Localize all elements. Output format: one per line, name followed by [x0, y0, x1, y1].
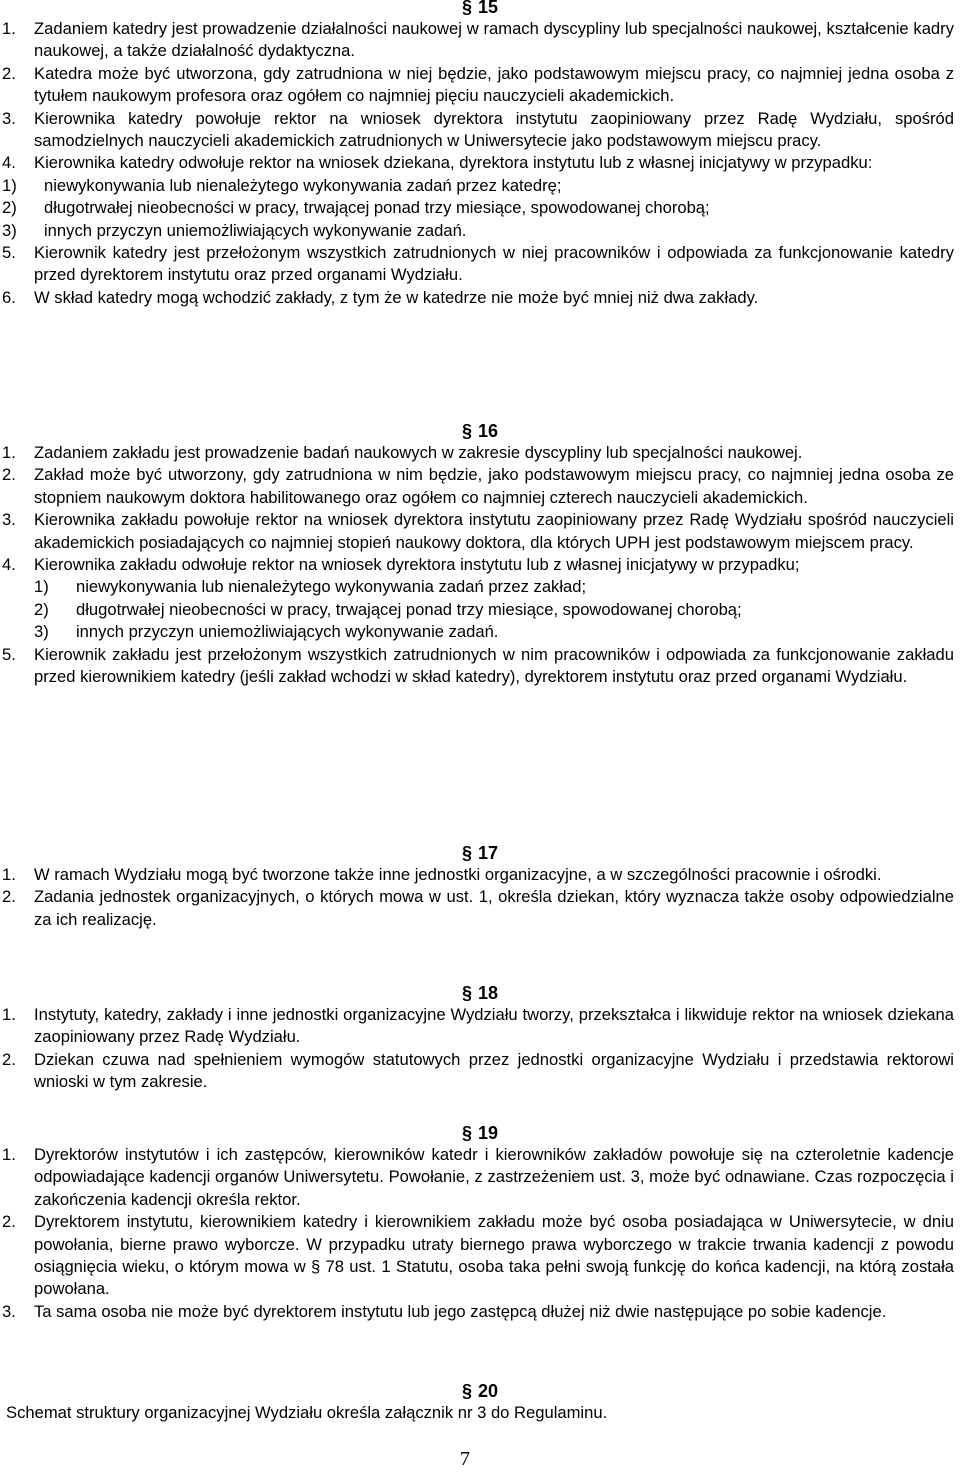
list-item: 1. Zadaniem zakładu jest prowadzenie badań naukowych w zakresie dyscypliny lub specjalności naukowej. [2, 443, 803, 462]
section-15 [0, 0, 960, 309]
sub-item: 1) niewykonywania lub nienależytego wykonywania zadań przez katedrę; [2, 175, 562, 195]
list-item: 5. Kierownik zakładu jest przełożonym wszystkich zatrudnionych w nim pracowników i odpowiada za funkcjonowanie zakładu przed kierownikiem katedry (jeśli zakład wchodzi w skład katedry), dyrektorem instytutu oraz przed organami Wydziału. [2, 644, 954, 687]
list-item: 4. Kierownika katedry odwołuje rektor na wniosek dziekana, dyrektora instytutu lub z własnej inicjatywy w przypadku: 1) niewykonywania lub nienależytego wykonywania zadań przez katedrę; 2) długotrwałej nieobecności w pracy, trwającej ponad trzy miesiące, spowodowanej chorobą; 3) innych przyczyn uniemożliwiających wykonywanie zadań. [2, 152, 954, 242]
list-item: 2. Katedra może być utworzona, gdy zatrudniona w niej będzie, jako podstawowym miejscu pracy, co najmniej jedna osoba z tytułem naukowym profesora oraz ogółem co najmniej pięciu nauczycieli akademickich. [2, 63, 954, 106]
section-20 [0, 1380, 960, 1424]
section-sign: § [461, 983, 472, 1003]
list-item: 1. W ramach Wydziału mogą być tworzone także inne jednostki organizacyjne, a w szczególności pracownie i ośrodki. [2, 865, 882, 884]
section-number: 17 [477, 843, 499, 863]
list-item: 4. Kierownika zakładu odwołuje rektor na wniosek dyrektora instytutu lub z własnej inicjatywy w przypadku; 1) niewykonywania lub nienależytego wykonywania zadań przez zakład; 2) długotrwałej nieobecności w pracy, trwającej ponad trzy miesiące, spowodowanej chorobą; 3) innych przyczyn uniemożliwiających wykonywanie zadań. [2, 554, 954, 644]
section-sign: § [461, 421, 472, 441]
section-heading [0, 1122, 960, 1144]
section-heading [0, 1380, 960, 1402]
section-number: 20 [477, 1381, 499, 1401]
sub-item: 3) innych przyczyn uniemożliwiających wykonywanie zadań. [2, 220, 467, 240]
page-number: 7 [460, 1448, 470, 1470]
list-item: 2. Zakład może być utworzony, gdy zatrudniona w nim będzie, jako podstawowym miejscu pracy, co najmniej jedna osoba ze stopniem naukowym doktora habilitowanego oraz ogółem co najmniej czterech nauczycieli akademickich. [2, 465, 954, 507]
section-sign: § [461, 0, 472, 17]
list-item: 1. Zadaniem katedry jest prowadzenie działalności naukowej w ramach dyscypliny lub specjalności naukowej, kształcenie kadry naukowej, a także działalność dydaktyczna. [2, 19, 954, 61]
list-item: 2. Zadania jednostek organizacyjnych, o których mowa w ust. 1, określa dziekan, który wyznacza także osoby odpowiedzialne za ich realizację. [2, 887, 954, 929]
section-paragraph: Schemat struktury organizacyjnej Wydziału określa załącznik nr 3 do Regulaminu. [6, 1403, 608, 1422]
section-heading [0, 0, 960, 18]
section-number: 18 [477, 983, 499, 1003]
section-sign: § [461, 1123, 472, 1143]
sub-item: 1) niewykonywania lub nienależytego wykonywania zadań przez zakład; [34, 577, 587, 597]
list-item: 2. Dziekan czuwa nad spełnieniem wymogów statutowych przez jednostki organizacyjne Wydziału i przedstawia rektorowi wnioski w tym zakresie. [2, 1049, 954, 1092]
list-item: 1. Instytuty, katedry, zakłady i inne jednostki organizacyjne Wydziału tworzy, przekształca i likwiduje rektor na wniosek dziekana zaopiniowany przez Radę Wydziału. [2, 1005, 954, 1047]
list-item: 3. Kierownika katedry powołuje rektor na wniosek dyrektora instytutu zaopiniowany przez Radę Wydziału, spośród samodzielnych nauczycieli akademickich zatrudnionych w Uniwersytecie jako podstawowym miejscu pracy. [2, 108, 954, 151]
section-number: 16 [477, 421, 499, 441]
list-item: 6. W skład katedry mogą wchodzić zakłady, z tym że w katedrze nie może być mniej niż dwa zakłady. [2, 287, 759, 307]
sub-item: 3) innych przyczyn uniemożliwiających wykonywanie zadań. [34, 622, 499, 642]
list-item: 1. Dyrektorów instytutów i ich zastępców, kierowników katedr i kierowników zakładów powołuje się na czteroletnie kadencje odpowiadające kadencji organów Uniwersytetu. Powołanie, z zastrzeżeniem ust. 3, może być odnawiane. Czas rozpoczęcia i zakończenia kadencji określa rektor. [2, 1145, 954, 1209]
section-number: 19 [477, 1123, 499, 1143]
section-18 [0, 982, 960, 1094]
section-sign: § [461, 1381, 472, 1401]
list-item: 3. Ta sama osoba nie może być dyrektorem instytutu lub jego zastępcą dłużej niż dwie następujące po sobie kadencje. [2, 1301, 887, 1321]
section-heading [0, 842, 960, 864]
section-number: 15 [477, 0, 499, 17]
section-19 [0, 1122, 960, 1323]
sub-item: 2) długotrwałej nieobecności w pracy, trwającej ponad trzy miesiące, spowodowanej chorobą; [34, 599, 742, 619]
section-sign: § [461, 843, 472, 863]
sub-item: 2) długotrwałej nieobecności w pracy, trwającej ponad trzy miesiące, spowodowanej chorobą; [2, 198, 710, 218]
list-item: 2. Dyrektorem instytutu, kierownikiem katedry i kierownikiem zakładu może być osoba posiadająca w Uniwersytecie, w dniu powołania, bierne prawo wyborcze. W przypadku utraty biernego prawa wyborczego w trakcie trwania kadencji z powodu osiągnięcia wieku, o którym mowa w § 78 ust. 1 Statutu, osoba taka pełni swoją funkcję do końca kadencji, na którą została powołana. [2, 1212, 954, 1299]
section-16 [0, 420, 960, 688]
list-item: 5. Kierownik katedry jest przełożonym wszystkich zatrudnionych w niej pracowników i odpowiada za funkcjonowanie katedry przed dyrektorem instytutu oraz przed organami Wydziału. [2, 243, 954, 285]
list-item: 3. Kierownika zakładu powołuje rektor na wniosek dyrektora instytutu zaopiniowany przez Radę Wydziału spośród nauczycieli akademickich posiadających co najmniej stopień naukowy doktora, dla których UPH jest podstawowym miejscem pracy. [2, 510, 954, 552]
section-heading [0, 982, 960, 1004]
section-17 [0, 842, 960, 931]
section-heading [0, 420, 960, 442]
